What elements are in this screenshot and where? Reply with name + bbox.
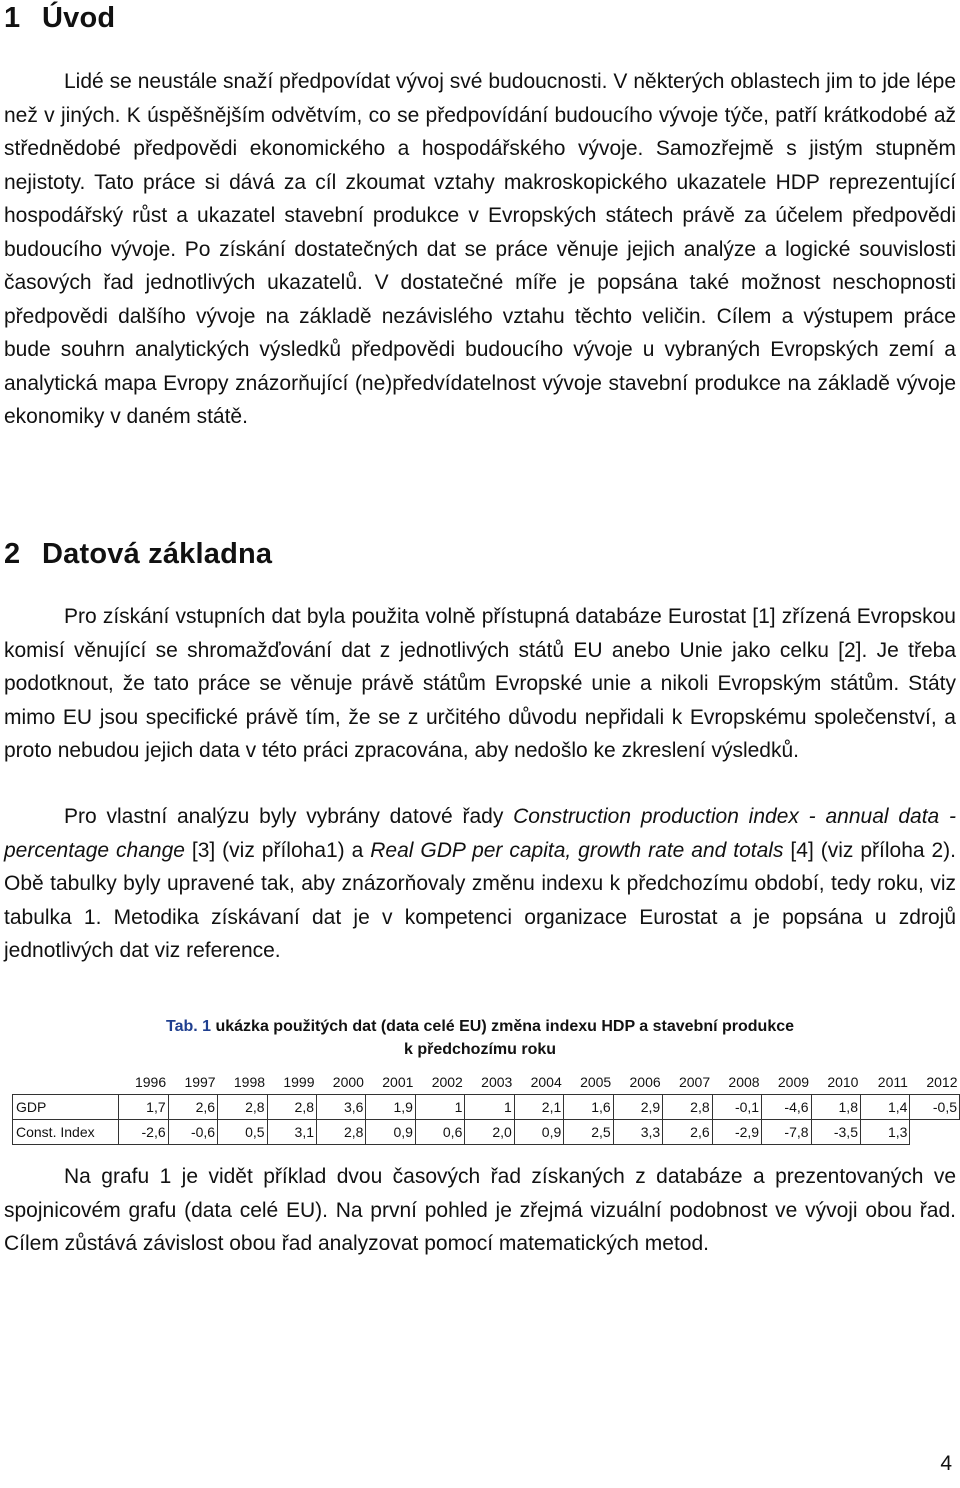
table-cell: -2,9 [712,1120,761,1145]
table-cell: 1 [415,1095,464,1120]
table-cell: 3,3 [613,1120,662,1145]
table-cell: 1,9 [366,1095,415,1120]
table-cell: 0,5 [218,1120,267,1145]
table-cell: 1,6 [564,1095,613,1120]
table-cell: 2,6 [168,1095,217,1120]
table-cell: 2,8 [317,1120,366,1145]
table-cell: 2,0 [465,1120,514,1145]
data-table [12,1070,960,1145]
page-number: 4 [940,1452,952,1475]
year-header-cell: 2003 [481,1074,513,1090]
table-cell [910,1120,960,1145]
table-cell: -4,6 [762,1095,811,1120]
year-header-cell: 2009 [777,1074,810,1090]
table-cell: -7,8 [762,1120,811,1145]
table-cell: 1 [465,1095,514,1120]
year-header-cell: 2001 [382,1074,414,1090]
table-cell: -3,5 [811,1120,860,1145]
header-corner-cell [13,1070,119,1095]
table-header-row [13,1070,960,1095]
year-header-cell: 2000 [332,1074,364,1090]
section-heading-uvod [4,2,115,35]
intro-paragraph: Lidé se neustále snaží předpovídat vývoj své budoucnosti. V některých oblastech jim to jde lépe než v jiných. K úspěšnějším odvětvím, co se předpovídání budoucího vývoje týče, patří krátkodobé až střednědobé předpovědi ekonomického a hospodářského vývoje. Samozřejmě s jistým stupněm nejistoty. Tato práce si dává za cíl zkoumat vztahy makroskopického ukazatele HDP reprezentující hospodářský růst a ukazatel stavební produkce v Evropských státech právě za účelem předpovědi budoucího vývoje. Po získání dostatečných dat se práce věnuje jejich analýze a logické souvislosti časových řad jednotlivých ukazatelů. V dostatečné míře je popsána také možnost neschopnosti předpovědi dalšího vývoje na základě nezávislého vztahu těchto veličin. Cílem a výstupem práce bude souhrn analytických výsledků předpovědi budoucího vývoje u vybraných Evropských zemí a analytická mapa Evropy znázorňující (ne)předvídatelnost vývoje stavební produkce na základě vývoje ekonomiky v daném státě. [4,70,956,428]
section-title: Datová základna [42,538,273,570]
year-header-cell: 2005 [580,1074,612,1090]
text-run: Pro vlastní analýzu byly vybrány datové řady [64,805,514,828]
table-cell: 1,4 [860,1095,909,1120]
year-header-cell: 2006 [629,1074,661,1090]
graph-description-paragraph: Na grafu 1 je vidět příklad dvou časových řad získaných z databáze a prezentovaných ve spojnicovém grafu (data celé EU). Na první pohled je zřejmá vizuální podobnost ve vývoji obou řad. Cílem zůstává závislost obou řad analyzovat pomocí matematických metod. [4,1165,956,1255]
table-cell: 3,6 [317,1095,366,1120]
year-header-cell: 2008 [728,1074,760,1090]
section-number: 1 [4,2,21,34]
row-label-cell: GDP [13,1095,119,1120]
table-cell: 3,1 [267,1120,316,1145]
table-cell: 0,9 [514,1120,563,1145]
series-selection-paragraph [4,800,956,968]
caption-line-2: k předchozímu roku [403,1041,557,1058]
table-caption [0,1015,960,1061]
series-name-gdp: Real GDP per capita, growth rate and totals [370,838,784,862]
table-cell: -0,6 [168,1120,217,1145]
table-cell: 2,8 [267,1095,316,1120]
year-header-cell: 1999 [283,1074,315,1090]
year-header-cell: 1998 [233,1074,266,1090]
data-source-paragraph: Pro získání vstupních dat byla použita volně přístupná databáze Eurostat [1] zřízená Evropskou komisí věnující se shromažďování dat z jednotlivých států EU anebo Unie jako celku [2]. Je třeba podotknout, že tato práce se věnuje právě státům Evropské unie a nikoli Evropským státům. Státy mimo EU jsou specifické právě tím, že se z určitého důvodu nepřidali k Evropskému společenství, a proto nebudou jejich data v této práci zpracována, aby nedošlo ke zkreslení výsledků. [4,605,956,762]
year-header-cell: 2004 [530,1074,562,1090]
table-cell: 0,9 [366,1120,415,1145]
series-name-construction: Construction production index - annual data - percentage change [4,805,956,862]
table-label: Tab. 1 [165,1018,212,1035]
year-header-cell: 1996 [134,1074,167,1090]
table-cell: -0,1 [712,1095,761,1120]
table-cell: 2,8 [218,1095,267,1120]
caption-line-1 [0,1015,960,1038]
table-cell: 2,5 [564,1120,613,1145]
text-run: [3] (viz příloha1) a [184,838,371,862]
table-cell: -2,6 [119,1120,168,1145]
table-cell: 2,1 [514,1095,563,1120]
year-header-cell: 2002 [431,1074,463,1090]
table-row [13,1120,960,1145]
table-cell: 1,8 [811,1095,860,1120]
section-title: Úvod [42,2,116,34]
year-header-cell: 2010 [827,1074,859,1090]
year-header-cell: 2007 [678,1074,711,1090]
table-cell: 1,3 [860,1120,909,1145]
table-cell: 2,6 [663,1120,712,1145]
text-run: [4] (viz příloha 2). Obě tabulky byly upravené tak, aby znázorňovaly změnu indexu k předchozímu období, tedy roku, viz tabulka 1. Metodika získávaní dat je v kompetenci organizace Eurostat a je popsána u zdrojů jednotlivých dat viz reference. [4,838,957,962]
table-cell: 2,8 [663,1095,712,1120]
table-cell: 1,7 [119,1095,168,1120]
table-cell: 0,6 [415,1120,464,1145]
row-label-cell: Const. Index [13,1120,119,1145]
table-cell: -0,5 [910,1095,960,1120]
section-heading-datova-zakladna [4,538,272,571]
year-header-cell: 1997 [184,1074,216,1090]
section-number: 2 [4,538,21,570]
table-row [13,1095,960,1120]
year-header-cell: 2011 [877,1074,908,1090]
table-cell: 2,9 [613,1095,662,1120]
year-header-cell: 2012 [926,1074,958,1090]
caption-text: ukázka použitých dat (data celé EU) změna indexu HDP a stavební produkce [211,1018,795,1035]
